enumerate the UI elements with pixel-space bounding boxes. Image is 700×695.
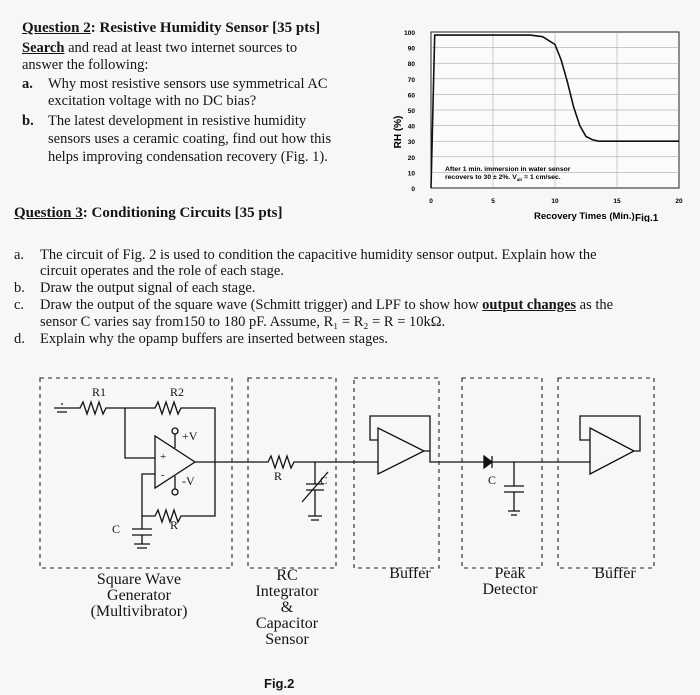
opamp-buffer-2 (590, 428, 634, 474)
question-3b: b. Draw the output signal of each stage. (14, 280, 256, 296)
question-3c: c. Draw the output of the square wave (Schmitt trigger) and LPF to show how output changes as the (14, 297, 614, 313)
caption-buffer-1: Buffer (389, 565, 431, 582)
question-2b: b. The latest development in resistive humidity (22, 113, 307, 129)
opamp-buffer-1 (378, 428, 424, 474)
label-c-oscillator: C (112, 522, 121, 536)
humidity-recovery-chart (385, 22, 690, 222)
capacitor-peak (504, 462, 524, 515)
fig1-label: Fig.1 (635, 213, 659, 222)
chart-y-tick-label: 90 (407, 45, 415, 53)
question-2-intro-2: answer the following: (22, 57, 149, 73)
chart-y-tick-label: 30 (407, 139, 415, 147)
question-2a: a. Why most resistive sensors use symmetrical AC (22, 76, 328, 92)
supply-minus-terminal (172, 489, 178, 495)
caption-rc-integrator: RC Integrator & Capacitor Sensor (255, 567, 319, 648)
question-2b-line3: helps improving condensation recovery (Fig. 1). (48, 149, 328, 165)
resistor-r1 (70, 402, 125, 414)
chart-y-tick-label: 0 (411, 186, 415, 193)
label-r2: R2 (170, 385, 185, 399)
question-2-title: Question 2: Resistive Humidity Sensor [35 pts] (22, 20, 321, 36)
stage-box-buffer-1 (354, 378, 439, 568)
stage-box-peak-detector (462, 378, 542, 568)
resistor-r2 (125, 402, 215, 463)
label-plus-v: +V (182, 429, 198, 443)
label-c-sensor: C (320, 475, 328, 487)
question-3a-line2: circuit operates and the role of each stage. (40, 263, 284, 279)
label-r1: R1 (92, 385, 107, 399)
supply-plus-terminal (172, 428, 178, 434)
chart-y-axis-label: RH (%) (393, 115, 404, 149)
chart-y-tick-label: 100 (404, 30, 415, 37)
question-2a-line2: excitation voltage with no DC bias? (48, 93, 257, 109)
label-r-integrator: R (274, 469, 283, 483)
question-3c-line2: sensor C varies say from150 to 180 pF. Assume, R₁ = R₂ = R = 10kΩ. (40, 314, 446, 330)
question-2-intro: Search and read at least two internet sources to (22, 40, 298, 56)
label-r-feedback: R (170, 518, 179, 532)
label-c-peak: C (488, 473, 497, 487)
stage-box-buffer-2 (558, 378, 654, 568)
capacitor-c-oscillator (132, 516, 152, 548)
caption-square-wave: Square Wave Generator (Multivibrator) (90, 571, 188, 620)
wire-plus-input (125, 408, 155, 458)
chart-x-tick-label: 10 (551, 198, 559, 205)
stage-box-rc-integrator (248, 378, 336, 568)
wire-minus-input (142, 474, 155, 516)
fig2-label: Fig.2 (264, 676, 295, 691)
chart-annotation-1: After 1 min. immersion in water sensor (445, 166, 571, 173)
chart-y-tick-label: 60 (407, 92, 415, 100)
chart-grid (431, 32, 679, 188)
buffer-2-feedback (580, 416, 640, 451)
resistor-r-integrator (260, 456, 315, 484)
stage-box-square-wave (40, 378, 232, 568)
chart-y-tick-label: 20 (407, 154, 415, 162)
conditioning-circuit-diagram (30, 376, 670, 576)
label-minus-v: -V (182, 474, 195, 488)
label-opamp-minus: - (161, 469, 165, 481)
question-2b-line2: sensors uses a ceramic coating, find out how this (48, 131, 332, 147)
diode-peak (476, 456, 570, 468)
question-3a: a. The circuit of Fig. 2 is used to condition the capacitive humidity sensor output. Explain how the (14, 247, 597, 263)
question-3-title: Question 3: Conditioning Circuits [35 pts] (14, 205, 283, 221)
chart-x-tick-label: 5 (491, 198, 495, 205)
chart-x-ticks (429, 198, 683, 205)
chart-x-tick-label: 15 (613, 198, 621, 205)
wire-buffer1-out (430, 451, 476, 462)
chart-x-axis-label: Recovery Times (Min.) (534, 211, 635, 222)
chart-y-tick-label: 70 (407, 76, 415, 84)
chart-y-tick-label: 50 (407, 108, 415, 115)
question-3d: d. Explain why the opamp buffers are inserted between stages. (14, 331, 389, 347)
chart-x-tick-label: 20 (675, 198, 683, 205)
ground-symbol (54, 404, 70, 412)
chart-x-tick-label: 0 (429, 198, 433, 205)
buffer-1-feedback (370, 416, 430, 451)
caption-buffer-2: Buffer (594, 565, 636, 582)
chart-annotation-2: recovers to 30 ± 2%. $V_{air} = 1$ cm/sec. (445, 174, 561, 182)
label-opamp-plus: + (160, 451, 167, 463)
chart-y-ticks (404, 30, 415, 193)
caption-peak-detector: Peak Detector (482, 565, 538, 598)
chart-y-tick-label: 40 (407, 123, 415, 131)
chart-y-tick-label: 80 (407, 61, 415, 69)
chart-y-tick-label: 10 (407, 170, 415, 178)
